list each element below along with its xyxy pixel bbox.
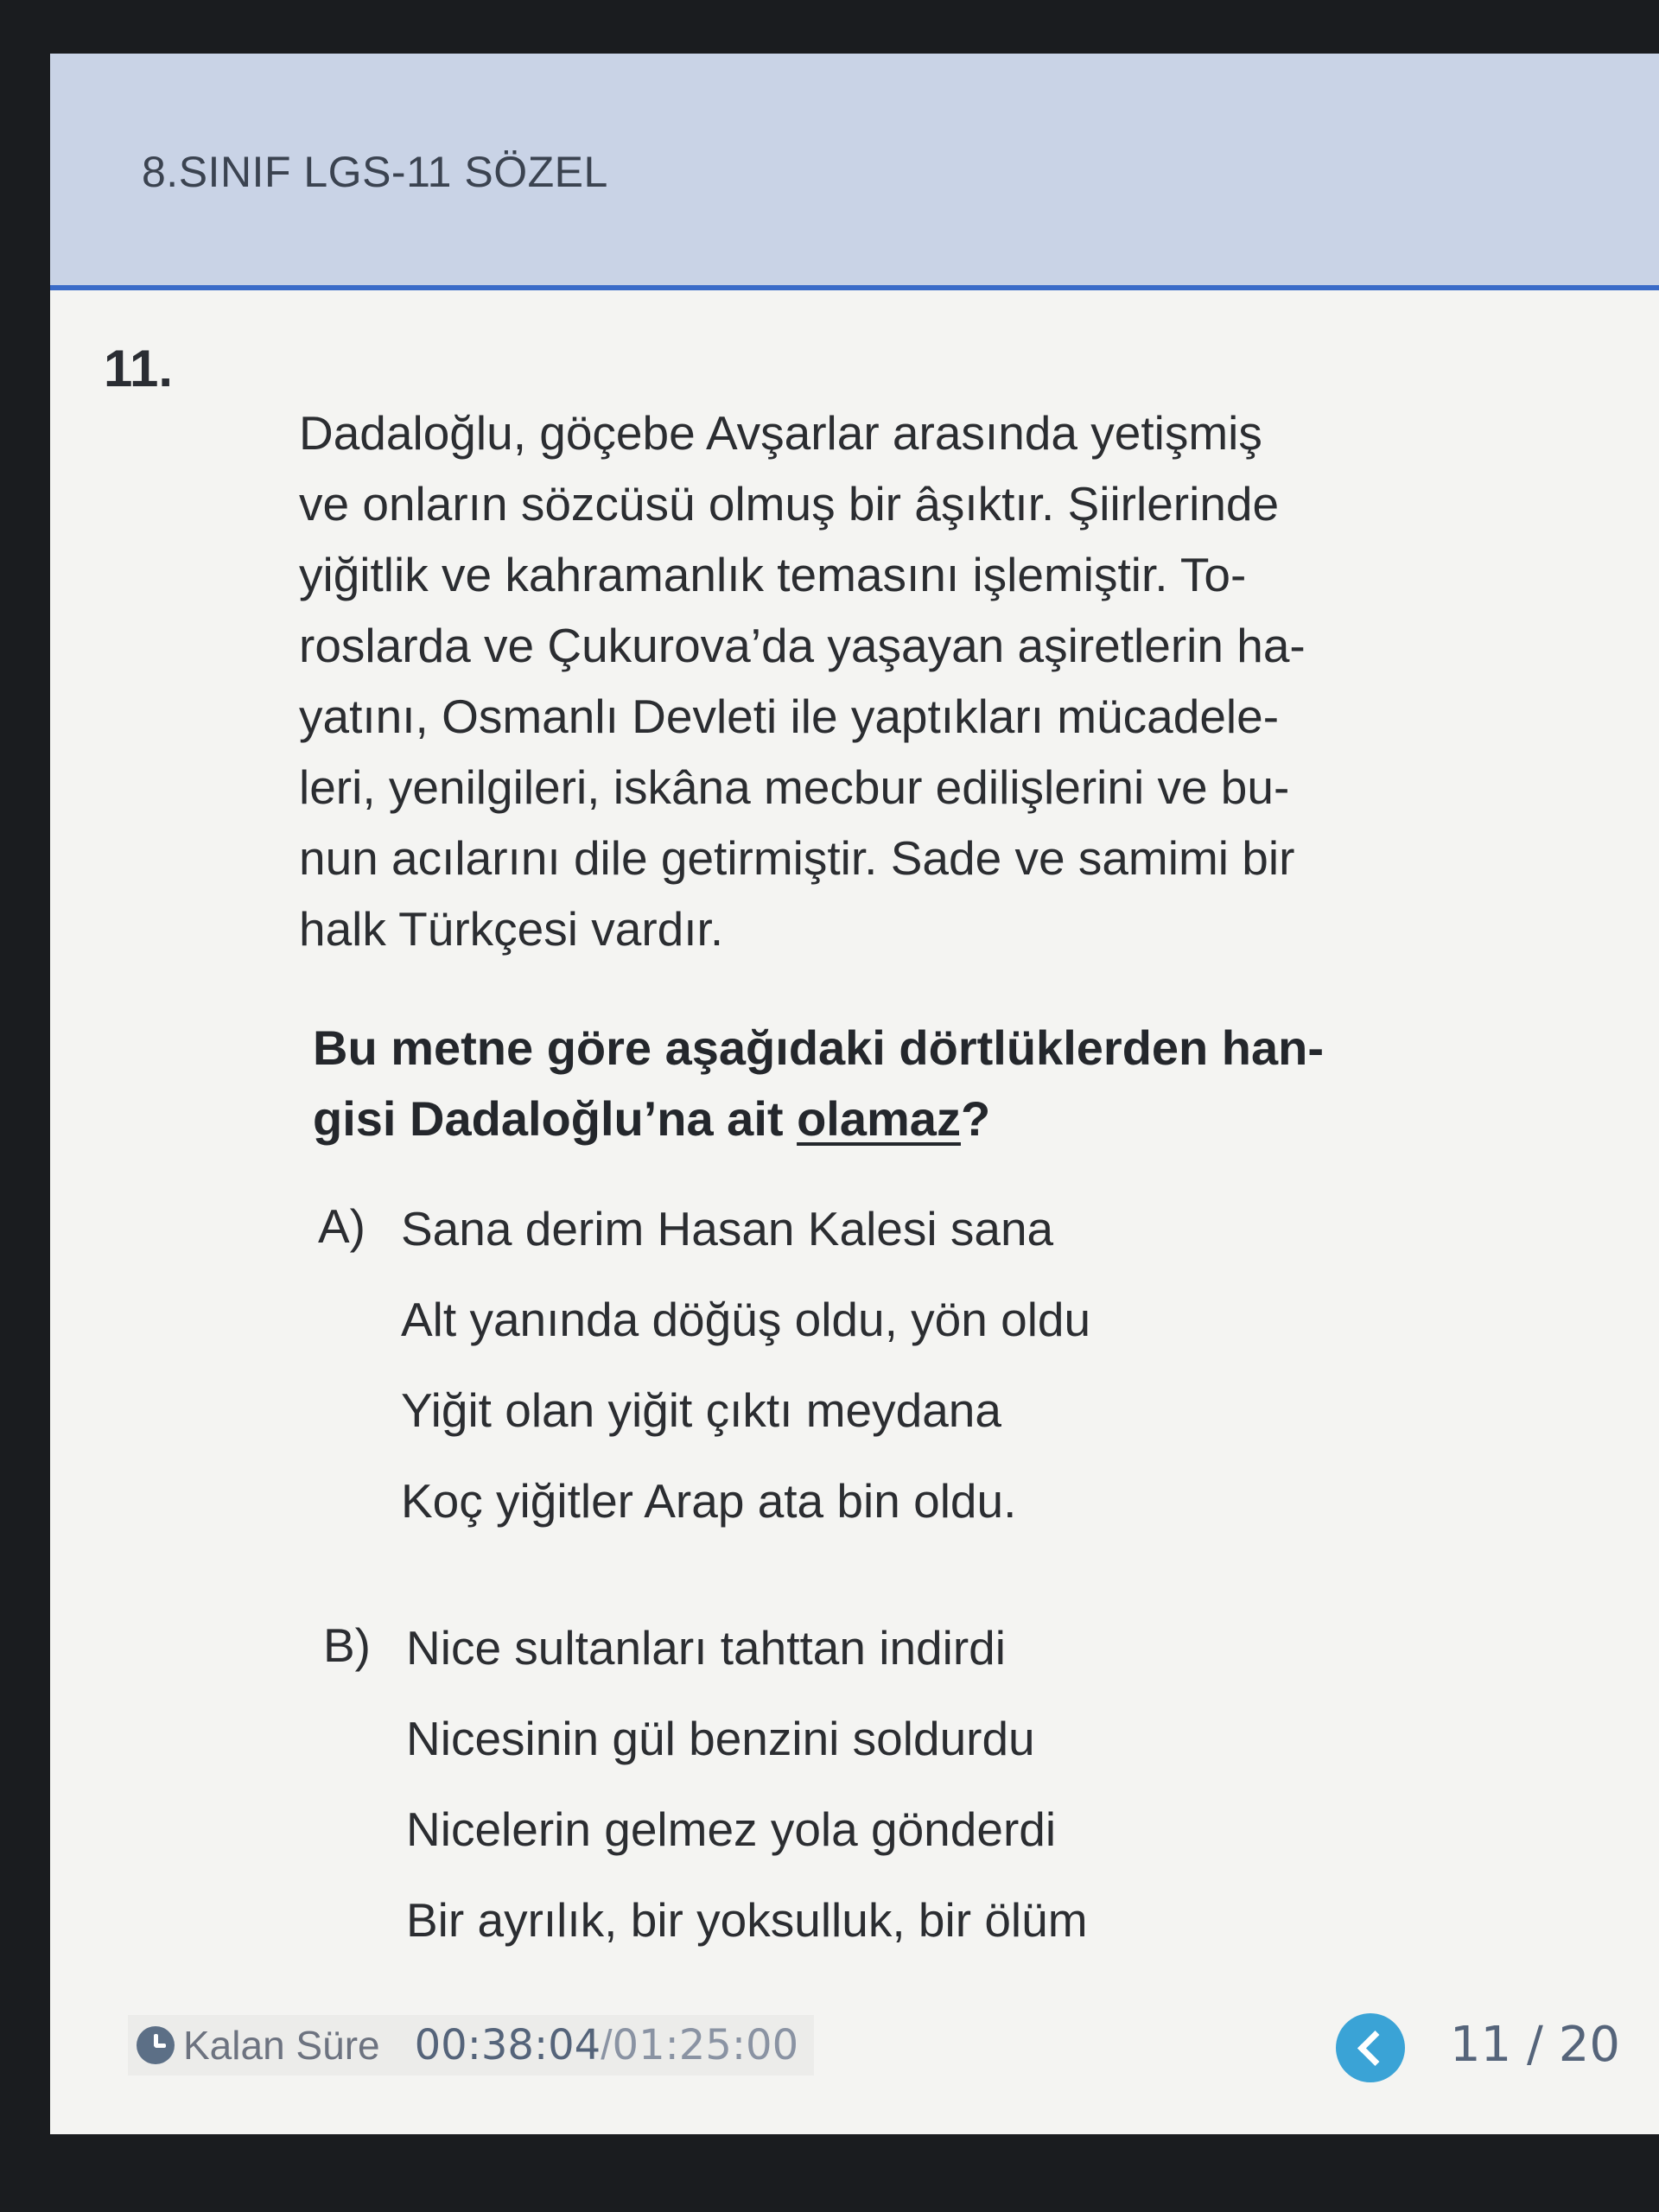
verse-line: Bir ayrılık, bir yoksulluk, bir ölüm [406, 1893, 1088, 1947]
stem-line: Bu metne göre aşağıdaki dörtlüklerden han- [313, 1020, 1325, 1075]
passage-line: nun acılarını dile getirmiştir. Sade ve samimi bir [299, 831, 1295, 885]
stem-text: gisi Dadaloğlu’na ait [313, 1091, 798, 1146]
verse-line: Nicesinin gül benzini soldurdu [406, 1712, 1035, 1765]
passage-line: yiğitlik ve kahramanlık temasını işlemiştir. To- [299, 548, 1247, 601]
verse-line: Yiğit olan yiğit çıktı meydana [401, 1383, 1001, 1437]
verse-line: Alt yanında döğüş oldu, yön oldu [401, 1293, 1091, 1346]
exam-header [50, 54, 1659, 290]
passage-line: Dadaloğlu, göçebe Avşarlar arasında yetişmiş [299, 406, 1262, 460]
passage-line: halk Türkçesi vardır. [299, 902, 724, 956]
timer-separator: / [601, 2022, 613, 2069]
option-letter: A) [318, 1199, 365, 1253]
remaining-time [128, 2015, 814, 2075]
option-verses [406, 1618, 1357, 1980]
clock-icon [137, 2026, 175, 2064]
previous-question-button[interactable] [1336, 2013, 1405, 2082]
passage-line: yatını, Osmanlı Devleti ile yaptıkları mücadele- [299, 690, 1280, 743]
passage-line: ve onların sözcüsü olmuş bir âşıktır. Şiirlerinde [299, 477, 1280, 531]
exam-footer [50, 1989, 1659, 2093]
option-letter: B) [323, 1618, 371, 1672]
passage-line: leri, yenilgileri, iskâna mecbur edilişlerini ve bu- [299, 760, 1290, 814]
verse-line: Nice sultanları tahttan indirdi [406, 1621, 1006, 1675]
question-passage [299, 397, 1431, 964]
verse-line: Sana derim Hasan Kalesi sana [401, 1202, 1054, 1255]
question-number: 11. [104, 340, 174, 397]
question-stem [313, 1013, 1436, 1154]
exam-screen [50, 54, 1659, 2134]
verse-line: Nicelerin gelmez yola gönderdi [406, 1802, 1057, 1856]
option-verses [401, 1198, 1351, 1561]
question-counter: 11 / 20 [1450, 2017, 1620, 2073]
passage-line: roslarda ve Çukurova’da yaşayan aşiretlerin ha- [299, 619, 1306, 672]
chevron-left-icon [1357, 2030, 1392, 2065]
exam-title: 8.SINIF LGS-11 SÖZEL [142, 148, 608, 196]
verse-line: Koç yiğitler Arap ata bin oldu. [401, 1474, 1017, 1528]
timer-label: Kalan Süre [183, 2023, 380, 2068]
stem-emphasis: olamaz [797, 1091, 961, 1146]
stem-question-mark: ? [960, 1091, 991, 1146]
timer-remaining-value: 00:38:04 [414, 2021, 601, 2069]
timer-total-value: 01:25:00 [612, 2021, 799, 2069]
stem-line [313, 1084, 1436, 1154]
